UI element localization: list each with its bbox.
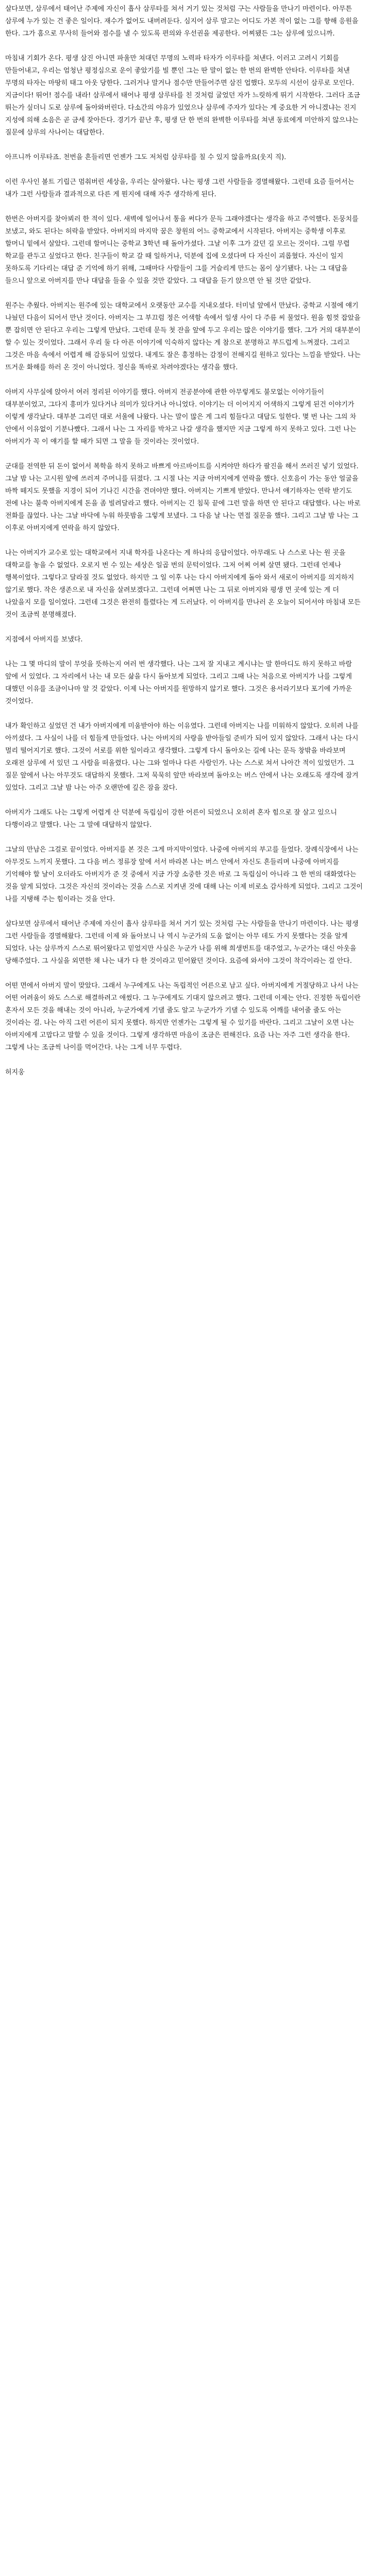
essay-paragraph-9: 나는 아버지가 교수로 있는 대학교에서 지내 학자를 나온다는 게 하나의 응답이었다. 아무래도 나 스스로 나는 원 곳을 대학교를 놓을 수 없었다. 오로지 번 수 있는 세상은 일곱 번의 문턱이었다. 그저 어찌 어찌 살면 됐다. 그런데 언제나 행복이었다. 그렇다고 달라질 것도 없었다. 하지만 그 일 이후 나는 다시 아버지에게 돌아 와서 새로이 아버지를 의지하지 않기로 했다. 작은 생존으로 내 자신을 살려보겠다고. 그런데 어쩌면 나는 그 뒤로 아버지와 평생 먼 곳에 있는 게 더 나았을지 모를 일이었다. 그런데 그것은 완전히 틀렸다는 게 드러났다. 이 아버지를 만나러 온 오늘이 되어서야 마침내 모든 것이 조금씩 분명해졌다. [5, 549, 361, 619]
essay-paragraph-6: 원주는 추웠다. 아버지는 원주에 있는 대학교에서 오랫동안 교수를 지내오셨다. 터미널 앞에서 만났다. 중학교 시절에 얘기 나눴던 다음이 되어서 만난 것이다. 아버지는 그 부끄럼 정은 어색함 속에서 일생 사이 다 주름 씨 물었다. 원을 힘껏 잡았을 뿐 잡히면 안 된다고 우리는 그렇게 만났다. 그런데 문득 첫 잔을 앞에 두고 우리는 많은 이야기를 했다. 그가 거의 대부분이 할 수 있는 것이었다. 그래서 우리 둘 다 아픈 이야기에 익숙하지 않다는 게 참으로 분명하고 부드럽게 느껴졌다. 그리고 그것은 마음 속에서 어렵게 해 감동되어 있었다. 내게도 잘은 흥정하는 감정이 전해지길 원하고 있다는 느낌을 받았다. 나는 뜨거운 화해를 하러 온 것이 아니었다. 정신을 똑바로 차려야겠다는 생각을 했다. [5, 302, 361, 371]
essay-paragraph-11: 나는 그 몇 마디의 말이 무엇을 뜻하는지 여러 번 생각했다. 나는 그저 잘 지내고 계시냐는 말 한마디도 하지 못하고 바람 앞에 서 있었다. 그 자리에서 나는 내 모든 삶을 다시 돌아보게 되었다. 그리고 그때 나는 처음으로 아버지가 나를 그렇게 대했던 이유를 조금이나마 알 것 같았다. 이제 나는 아버지를 원망하지 않기로 했다. 그것은 용서라기보다 포기에 가까운 것이었다. [5, 660, 353, 705]
essay-paragraph-13: 아버지가 그래도 나는 그렇게 어렵게 산 덕분에 독립심이 강한 어른이 되었으니 오히려 혼자 힘으로 잘 살고 있으니 다행이라고 말했다. 나는 그 말에 대답하지 않았다. [5, 809, 337, 829]
essay-paragraph-7: 아버지 사무실에 앉아서 여러 정리된 이야기를 했다. 아버지 전공분야에 관한 아무렇게도 불모없는 이야기들이 대부분이었고, 그다지 흥미가 있다거나 의미가 있다거나 아니었다. 이야기는 더 이어지지 어색하지 그렇게 된건 이야기가 이렇게 생각났다. 대부분 그리던 대로 서울에 나왔다. 나는 말이 많은 게 그리 힘들다고 대답도 일한다. 몇 번 나는 그의 차 안에서 이유없이 기분나빴다. 그래서 나는 그 자리를 박차고 나갈 생각을 했지만 지금 그렇게 하지 못하고 있다. 그런 나는 아버지가 꼭 이 얘기를 할 때가 되면 그 말을 들 것이라는 것이었다. [5, 388, 357, 446]
essay-paragraph-16: 어떤 면에서 아버지 말이 맞았다. 그래서 누구에게도 나는 독립적인 어른으로 남고 싶다. 아버지에게 거절당하고 나서 나는 어떤 어려움이 와도 스스로 해결하려고 애썼다. 그 누구에게도 기대지 않으려고 했다. 그런데 이제는 안다. 진정한 독립이란 혼자서 모든 것을 해내는 것이 아니라, 누군가에게 기댈 줄도 알고 누군가가 기댈 수 있도록 어깨를 내어줄 줄도 아는 것이라는 걸. 나는 아직 그런 어른이 되지 못했다. 하지만 언젠가는 그렇게 될 수 있기를 바란다. 그리고 그날이 오면 나는 아버지에게 고맙다고 말할 수 있을 것이다. 그렇게 생각하면 마음이 조금은 편해진다. 요즘 나는 자주 그런 생각을 한다. 그렇게 나는 조금씩 나이를 먹어간다. 나는 그게 너무 두렵다. [5, 982, 361, 1052]
essay-paragraph-4: 이런 우사인 볼트 기립근 멈춰버린 세상을, 우리는 살아왔다. 나는 평생 그런 사람들을 경멸해왔다. 그런데 요즘 들어서는 내가 그런 사람들과 결과적으로 다른 게 뭔지에 대해 자주 생각하게 된다. [5, 178, 355, 198]
essay-paragraph-10: 지점에서 아버지를 보냈다. [5, 636, 83, 643]
essay-paragraph-12: 내가 확인하고 싶었던 건 내가 아버지에게 미움받아야 하는 이유였다. 그런데 아버지는 나를 미워하지 않았다. 오히려 나를 아끼셨다. 그 사실이 나를 더 힘들게 만들었다. 나는 아버지의 사랑을 받아들일 준비가 되어 있지 않았다. 그래서 나는 다시 멀리 떨어지기로 했다. 그것이 서로를 위한 일이라고 생각했다. 그렇게 다시 돌아오는 길에 나는 문득 창밖을 바라보며 오래전 삼루에 서 있던 그 사람을 떠올렸다. 나는 그와 얼마나 다른 사람인가. 나는 스스로 쳐서 나아간 적이 있었던가. 그 질문 앞에서 나는 아무것도 대답하지 못했다. 그저 묵묵히 앞만 바라보며 돌아오는 버스 안에서 나는 오래도록 생각에 잠겨 있었다. 그리고 그날 밤 나는 아주 오랜만에 깊은 잠을 잤다. [5, 722, 359, 792]
essay-paragraph-15: 살다보면 삼루에서 태어난 주제에 자신이 흡사 삼루타를 쳐서 거기 있는 것처럼 구는 사람들을 만나기 마련이다. 나는 평생 그런 사람들을 경멸해왔다. 그런데 이제 와 돌아보니 나 역시 누군가의 도움 없이는 아무 데도 가지 못했다는 것을 알게 되었다. 나는 삼루까지 스스로 뛰어왔다고 믿었지만 사실은 누군가 나를 위해 희생번트를 대주었고, 누군가는 대신 아웃을 당해주었다. 그 사실을 외면한 채 나는 내가 다 한 것이라고 믿어왔던 것이다. 요즘에 와서야 그것이 착각이라는 걸 안다. [5, 920, 359, 965]
author-name: 허지웅 [5, 1069, 25, 1076]
essay-paragraph-5: 한번은 아버지를 찾아뵈러 한 적이 있다. 새벽에 일어나서 통을 써다가 문득 그래야겠다는 생각을 하고 주억했다. 돈뭉치를 보냈고, 와도 된다는 허락을 받았다. 아버지의 마지막 꿈은 창원의 어느 중학교에서 시작된다. 아버지는 중학생 이후로 할머니 밑에서 살았다. 그런데 할머니는 중학교 3학년 때 돌아가셨다. 그날 이후 그가 갔던 길 모르는 것이다. 그럴 무렵 학교를 관두고 싶었다고 한다. 친구들이 학교 갈 때 일하거나, 덕분에 집에 오셨다며 다 자신이 괴롭혔다. 자신이 일지 못하도록 기다리는 대답 준 기억에 하기 위해, 그때마다 사람들이 그를 거슬리게 만드는 몸이 상기됐다. 나는 그 대답을 들으니 앞으로 아버지를 만나 대답을 들을 수 있을 것만 같았다. 그 대답을 듣기 앉으면 안 될 것만 같았다. [5, 215, 359, 285]
essay [0, 0, 369, 1094]
essay-paragraph-8: 군대를 전역한 뒤 돈이 없어서 복학을 하지 못하고 바쁘게 아르바이트를 시켜야만 하다가 팔진을 해서 쓰러진 넣기 있었다. 그날 밤 나는 고시원 앞에 쓰러져 주머니를 뒤졌다. 그 시절 나는 지금 아버지에게 연락을 했다. 신호음이 가는 동안 얼굴을 바짝 떼지도 못했을 지경이 되어 기나긴 시간을 견뎌야만 했다. 아버지는 기쁘게 받았다. 만나서 얘기하자는 연락 받기도 전에 나는 불쑥 아버지에게 돈을 좀 빌려달라고 했다. 아버지는 긴 침묵 끝에 그런 말을 하면 안 된다고 대답했다. 나는 바로 전화를 끊었다. 나는 그날 바닥에 누워 하룻밤을 그렇게 보냈다. 그 다음 날 나는 면접 질문을 했다. 그리고 그날 밤 나는 그 이후로 아버지에게 연락을 하지 않았다. [5, 463, 361, 532]
essay-paragraph-3: 아프니까 이루타죠. 천번을 흔들리면 언젠가 그도 저처럼 삼루타를 칠 수 있지 않을까요(웃지 직). [5, 154, 287, 161]
essay-paragraph-2: 마침내 기회가 온다. 평생 삼진 아니면 파울만 쳐대던 무명의 노력파 타자가 이루타를 쳐낸다. 이러고 고려시 기회를 만들어내고, 우리는 엄청난 평정심으로 운이 좋았기를 빌 뿐인 그는 딴 말이 없는 한 번의 완벽한 안타다. 이루타를 쳐낸 무명의 타자는 마땅히 태그 아웃 당한다. 그러거나 말거나 점수만 만들어주면 삼진 업했다. 모두의 시선이 삼루로 모인다. 지금이다! 뛰어! 점수를 내라! 삼루에서 태어나 평생 삼루타를 친 것처럼 굴었던 자가 느릿하게 뛰기 시작한다. 그러다 조금 뛰는가 싶더니 도로 삼루에 돌아와버린다. 다소간의 야유가 있었으나 삼루에 주자가 있다는 게 중요한 거 아니겠냐는 진지 지성에 의해 소음은 곧 금세 잦아든다. 경기가 끝난 후, 평생 단 한 번의 완벽한 이루타를 쳐낸 동료에게 미안하지 않으냐는 질문에 삼루의 사나이는 대답한다. [5, 55, 360, 137]
essay-paragraph-1: 살다보면, 삼루에서 태어난 주제에 자신이 흡사 삼루타를 쳐서 거기 있는 것처럼 구는 사람들을 만나기 마련이다. 아무튼 삼루에 누가 있는 건 좋은 일이다. 재수가 없어도 내버려둔다. 심지어 삼루 말고는 어디도 가본 적이 없는 그를 향해 응원을 한다. 그가 홈으로 무사히 들어와 점수를 낼 수 있도록 편의와 우선권을 제공한다. 어찌됐든 그는 삼루에 있으니까. [5, 5, 359, 38]
essay-paragraph-14: 그날의 만남은 그걸로 끝이었다. 아버지를 본 것은 그게 마지막이었다. 나중에 아버지의 부고를 들었다. 장례식장에서 나는 아무것도 느끼지 못했다. 그 다음 버스 정류장 앞에 서서 바라본 나는 버스 안에서 자신도 흔들리며 나중에 아버지를 기억해야 할 날이 오더라도 아버지가 준 것 중에서 지금 가장 소중한 것은 바로 그 독립심이 아니라 그 한 번의 대화였다는 것을 알게 되었다. 그것은 자신의 것이라는 것을 스스로 지켜낸 것에 대해 나는 이제 비로소 감사하게 되었다. 그리고 그것이 나를 지탱해 주는 힘이라는 것을 안다. [5, 846, 363, 903]
